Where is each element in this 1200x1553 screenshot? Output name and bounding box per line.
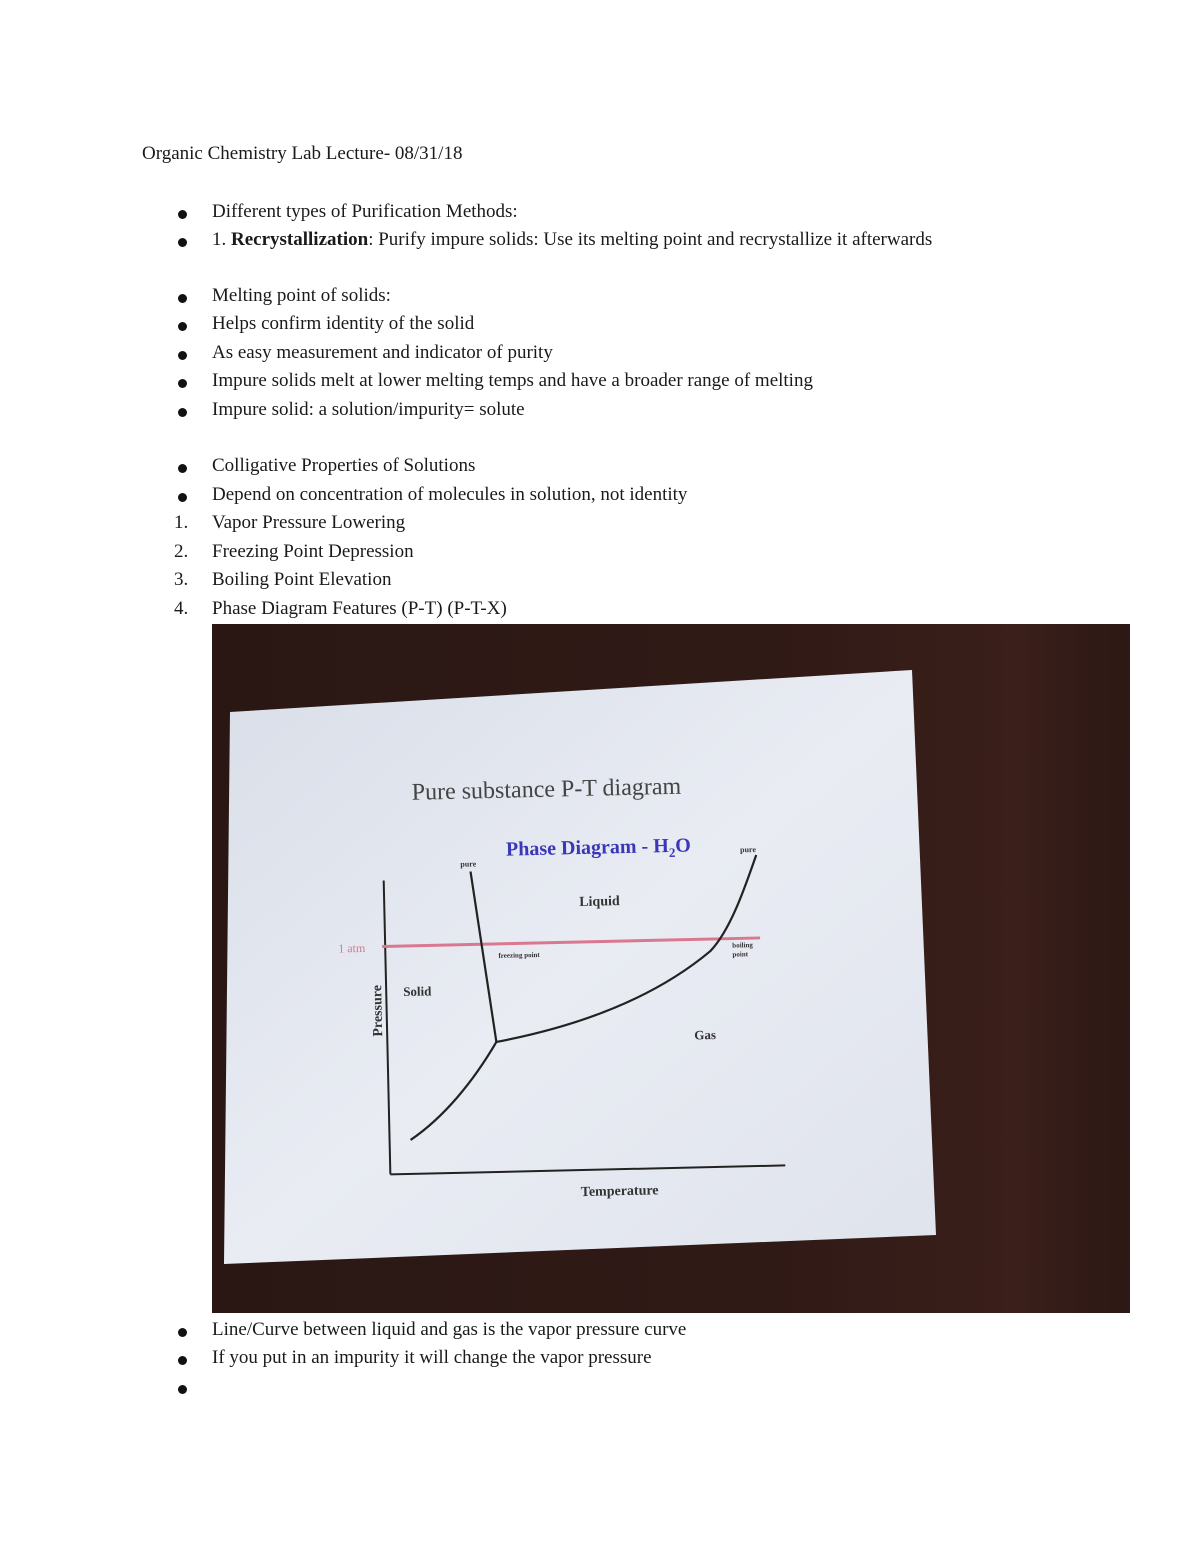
bullet-icon <box>178 1328 187 1337</box>
list-item-text: Phase Diagram Features (P-T) (P-T-X) <box>212 598 507 619</box>
list-number: 1. <box>174 512 189 533</box>
list-item-text: Melting point of solids: <box>212 285 391 306</box>
slide-heading: Pure substance P-T diagram <box>411 773 682 806</box>
bullet-icon <box>178 351 187 360</box>
bullet-icon <box>178 379 187 388</box>
list-item-text: Depend on concentration of molecules in solution, not identity <box>212 484 688 505</box>
list-item-text: Boiling Point Elevation <box>212 569 392 590</box>
pure-left-label: pure <box>460 859 477 869</box>
y-axis-label: Pressure <box>370 984 387 1037</box>
boiling-point-label-line2: point <box>732 950 749 959</box>
list-item-text: Helps confirm identity of the solid <box>212 313 475 334</box>
list-number: 2. <box>174 541 189 562</box>
gas-label: Gas <box>694 1026 717 1043</box>
freezing-point-label: freezing point <box>498 950 540 960</box>
phase-diagram-slide <box>212 624 1130 1313</box>
bullet-icon <box>178 1385 187 1394</box>
solid-label: Solid <box>403 983 432 1000</box>
list-item-text: Different types of Purification Methods: <box>212 201 518 222</box>
list-item-text: Colligative Properties of Solutions <box>212 455 476 476</box>
bullet-icon <box>178 493 187 502</box>
bullet-icon <box>178 464 187 473</box>
list-number: 3. <box>174 569 189 590</box>
boiling-point-label-line1: boiling <box>732 941 753 950</box>
one-atm-label: 1 atm <box>338 940 366 956</box>
liquid-label: Liquid <box>579 894 620 911</box>
bullet-icon <box>178 294 187 303</box>
bullet-icon <box>178 238 187 247</box>
bold-term: Recrystallization <box>231 229 369 250</box>
slide-photo <box>212 624 1130 1313</box>
slide-screen <box>224 670 936 1264</box>
bullet-icon <box>178 1356 187 1365</box>
x-axis-label: Temperature <box>580 1183 659 1201</box>
list-item-text: If you put in an impurity it will change the vapor pressure <box>212 1347 652 1368</box>
page-title: Organic Chemistry Lab Lecture- 08/31/18 <box>142 143 463 164</box>
bullet-icon <box>178 210 187 219</box>
list-item-text: Freezing Point Depression <box>212 541 414 562</box>
list-item-text: Line/Curve between liquid and gas is the vapor pressure curve <box>212 1319 687 1340</box>
bullet-icon <box>178 322 187 331</box>
list-item-text: As easy measurement and indicator of purity <box>212 342 553 363</box>
pure-right-label: pure <box>739 845 757 855</box>
list-item-text: Impure solids melt at lower melting temps and have a broader range of melting <box>212 370 813 391</box>
list-item-text: 1. Recrystallization: Purify impure solids: Use its melting point and recrystallize it afterwards <box>212 229 933 250</box>
bullet-icon <box>178 408 187 417</box>
diagram-title: Phase Diagram - $H_2O$ <box>505 834 692 861</box>
list-number: 4. <box>174 598 189 619</box>
list-item-text: Impure solid: a solution/impurity= solute <box>212 399 525 420</box>
list-item-text: Vapor Pressure Lowering <box>212 512 406 533</box>
